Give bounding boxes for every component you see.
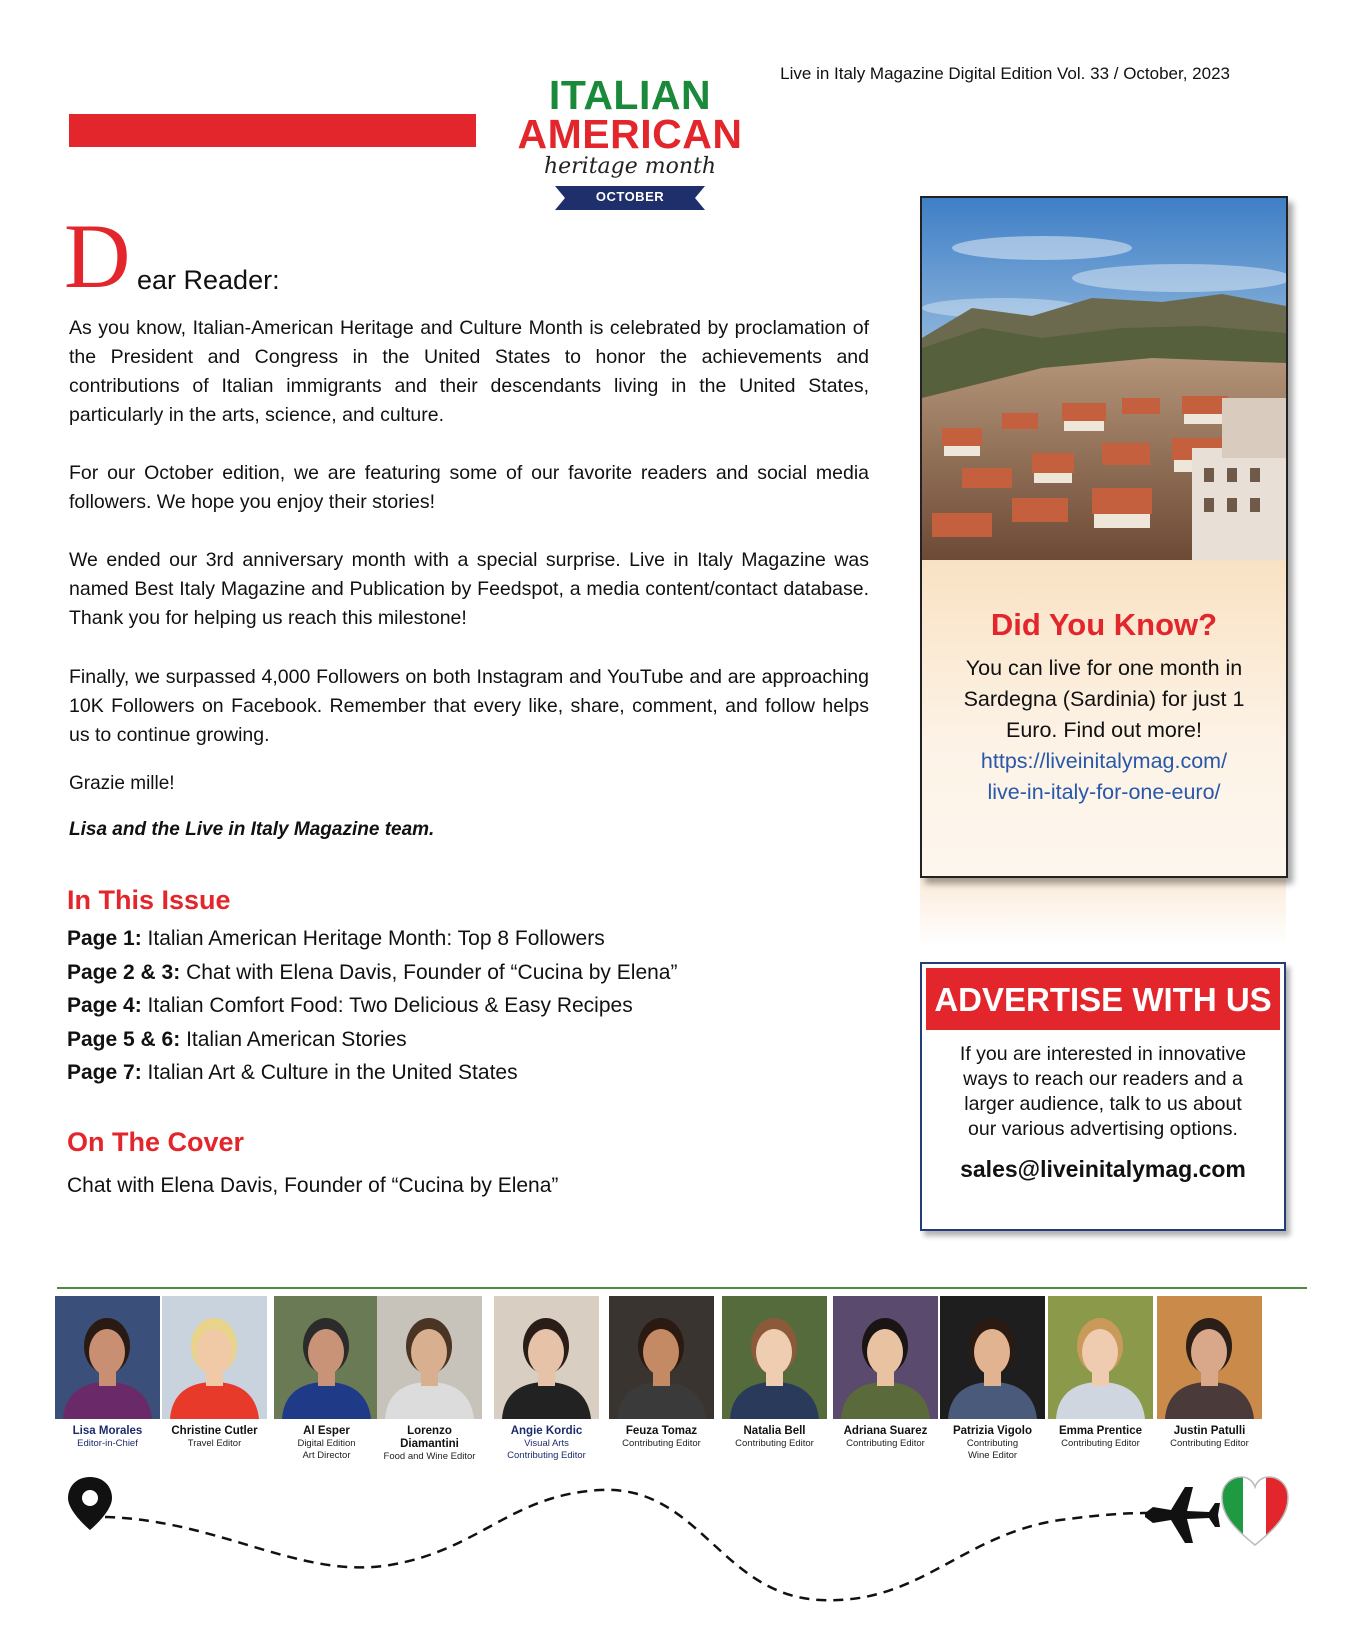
heritage-month-logo (505, 72, 755, 212)
staff-photo (722, 1296, 827, 1419)
staff-photo (940, 1296, 1045, 1419)
staff-role: Food and Wine Editor (383, 1451, 476, 1462)
advertise-email[interactable]: sales@liveinitalymag.com (960, 1156, 1246, 1182)
link-line-2: live-in-italy-for-one-euro/ (987, 780, 1221, 804)
issue-item (67, 922, 677, 956)
staff-member (1157, 1296, 1262, 1450)
logo-ribbon (555, 184, 705, 212)
staff-name: Lisa Morales (72, 1425, 143, 1437)
staff-role-line-2: Contributing Editor (507, 1450, 586, 1461)
in-this-issue-heading: In This Issue (67, 885, 231, 915)
salutation: ear Reader: (137, 265, 280, 295)
staff-role: Visual Arts (524, 1438, 569, 1449)
on-the-cover-heading: On The Cover (67, 1127, 245, 1157)
staff-member (162, 1296, 267, 1450)
staff-photo (274, 1296, 379, 1419)
issue-item (67, 1056, 677, 1090)
issue-page: Page 7: (67, 1061, 142, 1084)
drop-cap: D (64, 205, 131, 307)
staff-member (722, 1296, 827, 1450)
airplane-icon (1145, 1487, 1220, 1543)
staff-name: Lorenzo Diamantini (400, 1425, 459, 1450)
issue-page: Page 1: (67, 927, 142, 950)
staff-photo (494, 1296, 599, 1419)
staff-photo (1157, 1296, 1262, 1419)
one-euro-link[interactable] (939, 746, 1269, 808)
staff-photo (55, 1296, 160, 1419)
staff-photo (609, 1296, 714, 1419)
did-you-know-title: Did You Know? (990, 607, 1218, 642)
staff-role-line-2: Art Director (302, 1450, 351, 1461)
staff-photo (162, 1296, 267, 1419)
logo-line-american: AMERICAN (517, 111, 743, 157)
staff-name: Patrizia Vigolo (952, 1425, 1033, 1437)
staff-photo (1048, 1296, 1153, 1419)
staff-member (55, 1296, 160, 1450)
staff-role: Contributing (966, 1438, 1019, 1449)
advertise-title: ADVERTISE WITH US (926, 968, 1280, 1030)
issue-title: Italian American Stories (186, 1027, 407, 1051)
logo-ribbon-text: OCTOBER (595, 189, 665, 204)
link-line-1: https://liveinitalymag.com/ (980, 749, 1228, 773)
staff-name: Christine Cutler (171, 1425, 258, 1437)
issue-list (67, 922, 677, 1090)
advertise-box (920, 962, 1286, 1231)
logo-line-heritage: heritage month (543, 154, 717, 179)
travel-route (60, 1475, 1300, 1640)
letter-paragraph-4: Finally, we surpassed 4,000 Followers on both Instagram and YouTube and are approaching 10K Followers on Facebook. Remember that every like, share, comment, and follow helps us to continue growing. (69, 666, 869, 746)
staff-divider (57, 1287, 1307, 1289)
staff-name: Natalia Bell (743, 1425, 806, 1437)
issue-item (67, 989, 677, 1023)
staff-name: Angie Kordic (510, 1425, 583, 1437)
staff-name: Adriana Suarez (843, 1425, 928, 1437)
staff-member (377, 1296, 482, 1463)
advertise-text: If you are interested in innovative ways to reach our readers and a larger audience, talk to us about our various advertising options. (959, 1043, 1247, 1140)
sardinia-town-photo (922, 198, 1286, 560)
on-the-cover-text: Chat with Elena Davis, Founder of “Cucina by Elena” (67, 1174, 559, 1197)
edition-line: Live in Italy Magazine Digital Edition Vol. 33 / October, 2023 (780, 64, 1230, 83)
issue-item (67, 956, 677, 990)
staff-name: Al Esper (303, 1425, 350, 1437)
logo-line-italian: ITALIAN (548, 72, 712, 118)
staff-role: Editor-in-Chief (77, 1438, 138, 1449)
letter-signoff: Lisa and the Live in Italy Magazine team. (69, 819, 435, 840)
issue-title: Italian Comfort Food: Two Delicious & Easy Recipes (147, 994, 633, 1017)
issue-page: Page 5 & 6: (67, 1027, 181, 1051)
letter-thanks: Grazie mille! (69, 773, 175, 794)
staff-member (274, 1296, 379, 1462)
staff-member (833, 1296, 938, 1450)
staff-photo (833, 1296, 938, 1419)
staff-member (494, 1296, 599, 1462)
map-pin-icon (68, 1477, 112, 1530)
staff-role: Contributing Editor (622, 1438, 701, 1449)
issue-page: Page 4: (67, 994, 142, 1017)
staff-name: Justin Patulli (1173, 1425, 1246, 1437)
staff-role: Digital Edition (297, 1438, 356, 1449)
issue-page: Page 2 & 3: (67, 960, 181, 984)
did-you-know-reflection (920, 870, 1286, 945)
staff-role-line-2: Wine Editor (967, 1450, 1018, 1461)
staff-role: Contributing Editor (735, 1438, 814, 1449)
staff-photo (377, 1296, 482, 1419)
did-you-know-body (922, 560, 1286, 876)
letter-paragraph-2: For our October edition, we are featuring some of our favorite readers and social media followers. We hope you enjoy their stories! (69, 462, 869, 513)
issue-item (67, 1023, 677, 1057)
issue-title: Italian Art & Culture in the United States (147, 1061, 518, 1084)
staff-member (1048, 1296, 1153, 1450)
staff-member (609, 1296, 714, 1450)
italy-heart-icon (1220, 1475, 1290, 1547)
did-you-know-box (920, 196, 1288, 878)
did-you-know-text: You can live for one month in Sardegna (Sardinia) for just 1 Euro. Find out more! (963, 656, 1245, 742)
staff-role: Travel Editor (187, 1438, 242, 1449)
letter-paragraph-1: As you know, Italian-American Heritage and Culture Month is celebrated by proclamation of the President and Congress in the United States to honor the achievements and contributions of Italian immigrants and their descendants living in the United States, particularly in the arts, science, and culture. (69, 317, 869, 426)
staff-member (940, 1296, 1045, 1462)
red-header-bar (69, 114, 476, 147)
staff-role: Contributing Editor (1170, 1438, 1249, 1449)
staff-role: Contributing Editor (1061, 1438, 1140, 1449)
staff-name: Feuza Tomaz (625, 1425, 698, 1437)
staff-role: Contributing Editor (846, 1438, 925, 1449)
letter-paragraph-3: We ended our 3rd anniversary month with a special surprise. Live in Italy Magazine was named Best Italy Magazine and Publication by Feedspot, a media content/contact database. Thank you for helping us reach this milestone! (69, 549, 869, 629)
issue-title: Chat with Elena Davis, Founder of “Cucina by Elena” (186, 960, 678, 984)
staff-name: Emma Prentice (1058, 1425, 1143, 1437)
issue-title: Italian American Heritage Month: Top 8 Followers (147, 927, 605, 950)
